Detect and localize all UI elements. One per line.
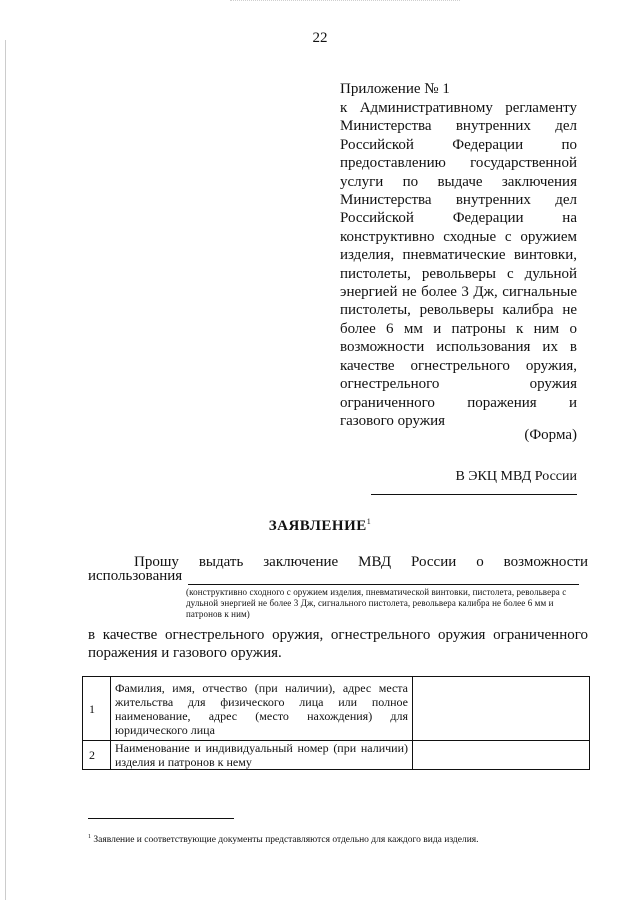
- annex-body: к Административному регламенту Министерства внутренних дел Российской Федерации по предоставлению государственной услуги по выдаче заключения Министерства внутренних дел Российской Федерации на конструктивно сходные с оружием изделия, пневматические винтовки, пистолеты, револьверы с дульной энергией не более 3 Дж, сигнальные пистолеты, револьверы калибра не более 6 мм и патроны к ним о возможности использования их в качестве огнестрельного оружия, огнестрельного оружия ограниченного поражения и газового оружия: [340, 100, 577, 429]
- addressee-fill-line: [371, 494, 577, 495]
- request-line-2: использования: [88, 568, 183, 584]
- row-number: 1: [83, 677, 111, 741]
- scan-artifact: [230, 0, 460, 5]
- heading-text: ЗАЯВЛЕНИЕ: [268, 518, 367, 534]
- annex-title: Приложение № 1: [340, 81, 450, 97]
- footnote-separator: [88, 818, 234, 819]
- footnote: [88, 834, 588, 845]
- table-row: [83, 741, 590, 770]
- footnote-mark: 1: [88, 834, 91, 840]
- form-label: (Форма): [524, 427, 577, 443]
- request-continuation: в качестве огнестрельного оружия, огнестрельного оружия ограниченного поражения и газового оружия.: [88, 627, 588, 661]
- fill-line-hint: (конструктивно сходного с оружием изделия, пневматической винтовки, пистолета, револьвера с дульной энергией не более 3 Дж, сигнального пистолета, револьвера калибра не более 6 мм и патронов к ним): [186, 587, 567, 619]
- page-number: 22: [312, 30, 328, 46]
- request-line-1-text: Прошу выдать заключение МВД России о возможности: [134, 554, 588, 570]
- row-label: Наименование и индивидуальный номер (при наличии) изделия и патронов к нему: [111, 741, 413, 770]
- row-value-cell[interactable]: [413, 677, 590, 741]
- footnote-text: Заявление и соответствующие документы представляются отдельно для каждого вида изделия.: [93, 835, 479, 846]
- document-heading: [0, 517, 640, 535]
- item-fill-line[interactable]: [188, 584, 579, 585]
- row-number: 2: [83, 741, 111, 770]
- table-row: [83, 677, 590, 741]
- addressee: В ЭКЦ МВД России: [455, 469, 577, 484]
- applicant-data-table: [82, 676, 590, 770]
- row-label: Фамилия, имя, отчество (при наличии), адрес места жительства для физического лица или полное наименование, адрес (место нахождения) для юридического лица: [111, 677, 413, 741]
- page-edge: [5, 40, 6, 900]
- row-value-cell[interactable]: [413, 741, 590, 770]
- heading-footnote-mark: 1: [366, 517, 372, 526]
